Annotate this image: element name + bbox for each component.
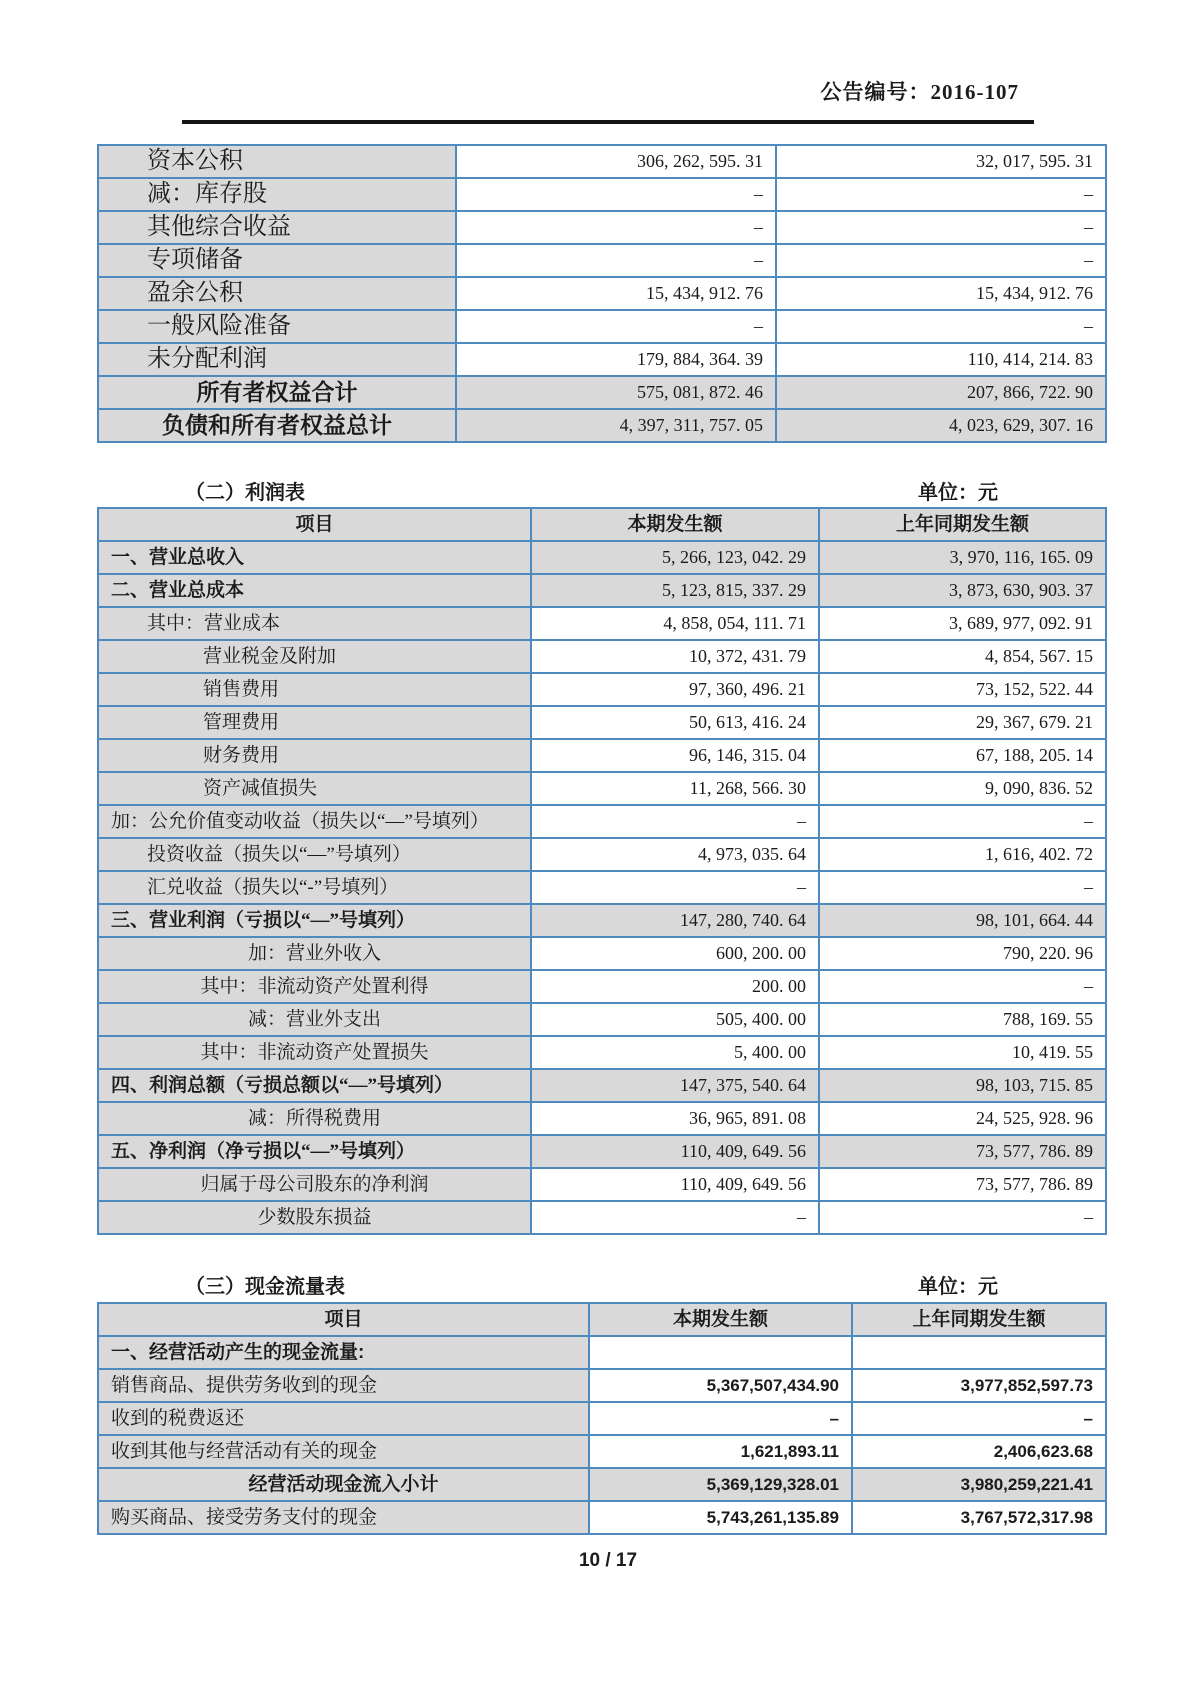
row-label: 减：所得税费用 [98, 1102, 531, 1135]
table-row [98, 1201, 1106, 1234]
row-label: 经营活动现金流入小计 [98, 1468, 589, 1501]
prior-period-value: 790, 220. 96 [819, 937, 1106, 970]
row-label: 一、经营活动产生的现金流量: [98, 1336, 589, 1369]
prior-period-value: 3,980,259,221.41 [852, 1468, 1106, 1501]
income-statement-heading [97, 476, 1105, 502]
row-label: 归属于母公司股东的净利润 [98, 1168, 531, 1201]
current-period-value: 4, 973, 035. 64 [531, 838, 819, 871]
row-label: 二、营业总成本 [98, 574, 531, 607]
prior-period-value: 788, 169. 55 [819, 1003, 1106, 1036]
current-period-value: 96, 146, 315. 04 [531, 739, 819, 772]
cash-flow-table [97, 1302, 1107, 1535]
column-header: 项目 [98, 508, 531, 541]
table-row [98, 409, 1106, 442]
row-label: 财务费用 [98, 739, 531, 772]
table-row [98, 1435, 1106, 1468]
current-period-value: 306, 262, 595. 31 [456, 145, 776, 178]
row-label: 一般风险准备 [98, 310, 456, 343]
announcement-number: 公告编号：2016-107 [820, 80, 1019, 104]
current-period-value: – [589, 1402, 852, 1435]
table-row [98, 805, 1106, 838]
table-row [98, 376, 1106, 409]
prior-period-value: 3, 873, 630, 903. 37 [819, 574, 1106, 607]
current-period-value: 50, 613, 416. 24 [531, 706, 819, 739]
prior-period-value: 9, 090, 836. 52 [819, 772, 1106, 805]
table-row [98, 244, 1106, 277]
row-label: 四、利润总额（亏损总额以“—”号填列） [98, 1069, 531, 1102]
current-period-value: 600, 200. 00 [531, 937, 819, 970]
column-header: 上年同期发生额 [819, 508, 1106, 541]
table-row [98, 1501, 1106, 1534]
prior-period-value: 29, 367, 679. 21 [819, 706, 1106, 739]
table-row [98, 607, 1106, 640]
table-row [98, 1069, 1106, 1102]
header-row [98, 1303, 1106, 1336]
row-label: 其他综合收益 [98, 211, 456, 244]
row-label: 加：营业外收入 [98, 937, 531, 970]
prior-period-value: 3, 970, 116, 165. 09 [819, 541, 1106, 574]
column-header: 上年同期发生额 [852, 1303, 1106, 1336]
table-row [98, 1102, 1106, 1135]
prior-period-value: – [819, 871, 1106, 904]
table-row [98, 838, 1106, 871]
row-label: 其中：营业成本 [98, 607, 531, 640]
balance-sheet-table [97, 144, 1107, 443]
row-label: 盈余公积 [98, 277, 456, 310]
current-period-value: – [456, 211, 776, 244]
income-statement-title: （二）利润表 [185, 482, 305, 504]
prior-period-value: 32, 017, 595. 31 [776, 145, 1106, 178]
prior-period-value: 1, 616, 402. 72 [819, 838, 1106, 871]
row-label: 管理费用 [98, 706, 531, 739]
prior-period-value: 207, 866, 722. 90 [776, 376, 1106, 409]
table-row [98, 640, 1106, 673]
current-period-value: 5, 123, 815, 337. 29 [531, 574, 819, 607]
row-label: 一、营业总收入 [98, 541, 531, 574]
prior-period-value [852, 1336, 1106, 1369]
table-row [98, 1336, 1106, 1369]
prior-period-value: – [776, 211, 1106, 244]
current-period-value: – [531, 871, 819, 904]
current-period-value: 110, 409, 649. 56 [531, 1168, 819, 1201]
row-label: 营业税金及附加 [98, 640, 531, 673]
row-label: 其中：非流动资产处置利得 [98, 970, 531, 1003]
table-row [98, 1135, 1106, 1168]
prior-period-value: – [819, 805, 1106, 838]
prior-period-value: – [852, 1402, 1106, 1435]
table-row [98, 1168, 1106, 1201]
prior-period-value: 3,977,852,597.73 [852, 1369, 1106, 1402]
prior-period-value: 98, 103, 715. 85 [819, 1069, 1106, 1102]
prior-period-value: 10, 419. 55 [819, 1036, 1106, 1069]
column-header: 本期发生额 [531, 508, 819, 541]
current-period-value: 505, 400. 00 [531, 1003, 819, 1036]
current-period-value: 11, 268, 566. 30 [531, 772, 819, 805]
table-row [98, 1468, 1106, 1501]
row-label: 所有者权益合计 [98, 376, 456, 409]
row-label: 资本公积 [98, 145, 456, 178]
table-row [98, 1369, 1106, 1402]
current-period-value: – [531, 1201, 819, 1234]
current-period-value: – [456, 310, 776, 343]
row-label: 购买商品、接受劳务支付的现金 [98, 1501, 589, 1534]
table-row [98, 1003, 1106, 1036]
page-number: 10 / 17 [578, 1550, 638, 1571]
prior-period-value: 4, 854, 567. 15 [819, 640, 1106, 673]
header-row [98, 508, 1106, 541]
table-row [98, 277, 1106, 310]
table-row [98, 1036, 1106, 1069]
current-period-value: 15, 434, 912. 76 [456, 277, 776, 310]
row-label: 其中：非流动资产处置损失 [98, 1036, 531, 1069]
row-label: 三、营业利润（亏损以“—”号填列） [98, 904, 531, 937]
prior-period-value: – [776, 178, 1106, 211]
cash-flow-heading [97, 1270, 1105, 1296]
row-label: 五、净利润（净亏损以“—”号填列） [98, 1135, 531, 1168]
table-row [98, 145, 1106, 178]
prior-period-value: 67, 188, 205. 14 [819, 739, 1106, 772]
row-label: 加：公允价值变动收益（损失以“—”号填列） [98, 805, 531, 838]
current-period-value: 97, 360, 496. 21 [531, 673, 819, 706]
prior-period-value: – [776, 310, 1106, 343]
current-period-value: 4, 397, 311, 757. 05 [456, 409, 776, 442]
prior-period-value: 73, 577, 786. 89 [819, 1135, 1106, 1168]
prior-period-value: 110, 414, 214. 83 [776, 343, 1106, 376]
column-header: 项目 [98, 1303, 589, 1336]
current-period-value: 179, 884, 364. 39 [456, 343, 776, 376]
prior-period-value: 4, 023, 629, 307. 16 [776, 409, 1106, 442]
prior-period-value: 3, 689, 977, 092. 91 [819, 607, 1106, 640]
table-row [98, 937, 1106, 970]
prior-period-value: 24, 525, 928. 96 [819, 1102, 1106, 1135]
table-row [98, 904, 1106, 937]
row-label: 销售商品、提供劳务收到的现金 [98, 1369, 589, 1402]
table-row [98, 871, 1106, 904]
income-statement-unit-label: 单位：元 [918, 482, 998, 504]
row-label: 减：库存股 [98, 178, 456, 211]
table-row [98, 574, 1106, 607]
table-row [98, 739, 1106, 772]
row-label: 少数股东损益 [98, 1201, 531, 1234]
current-period-value: 5, 400. 00 [531, 1036, 819, 1069]
current-period-value [589, 1336, 852, 1369]
header-rule [182, 120, 1034, 124]
current-period-value: 5,367,507,434.90 [589, 1369, 852, 1402]
prior-period-value: 73, 577, 786. 89 [819, 1168, 1106, 1201]
current-period-value: 36, 965, 891. 08 [531, 1102, 819, 1135]
current-period-value: – [456, 178, 776, 211]
prior-period-value: – [819, 970, 1106, 1003]
table-row [98, 772, 1106, 805]
prior-period-value: 2,406,623.68 [852, 1435, 1106, 1468]
current-period-value: 200. 00 [531, 970, 819, 1003]
row-label: 资产减值损失 [98, 772, 531, 805]
prior-period-value: 15, 434, 912. 76 [776, 277, 1106, 310]
row-label: 未分配利润 [98, 343, 456, 376]
table-row [98, 343, 1106, 376]
current-period-value: 110, 409, 649. 56 [531, 1135, 819, 1168]
row-label: 收到其他与经营活动有关的现金 [98, 1435, 589, 1468]
prior-period-value: 98, 101, 664. 44 [819, 904, 1106, 937]
row-label: 投资收益（损失以“—”号填列） [98, 838, 531, 871]
table-row [98, 211, 1106, 244]
current-period-value: – [456, 244, 776, 277]
current-period-value: 1,621,893.11 [589, 1435, 852, 1468]
table-row [98, 541, 1106, 574]
row-label: 销售费用 [98, 673, 531, 706]
row-label: 汇兑收益（损失以“-”号填列） [98, 871, 531, 904]
table-row [98, 970, 1106, 1003]
current-period-value: 147, 280, 740. 64 [531, 904, 819, 937]
current-period-value: – [531, 805, 819, 838]
table-row [98, 1402, 1106, 1435]
current-period-value: 147, 375, 540. 64 [531, 1069, 819, 1102]
current-period-value: 5,369,129,328.01 [589, 1468, 852, 1501]
current-period-value: 10, 372, 431. 79 [531, 640, 819, 673]
cash-flow-title: （三）现金流量表 [185, 1276, 345, 1298]
row-label: 减：营业外支出 [98, 1003, 531, 1036]
table-row [98, 673, 1106, 706]
column-header: 本期发生额 [589, 1303, 852, 1336]
current-period-value: 5,743,261,135.89 [589, 1501, 852, 1534]
current-period-value: 5, 266, 123, 042. 29 [531, 541, 819, 574]
row-label: 收到的税费返还 [98, 1402, 589, 1435]
table-row [98, 178, 1106, 211]
row-label: 专项储备 [98, 244, 456, 277]
prior-period-value: 3,767,572,317.98 [852, 1501, 1106, 1534]
prior-period-value: – [819, 1201, 1106, 1234]
cash-flow-unit-label: 单位：元 [918, 1276, 998, 1298]
table-row [98, 706, 1106, 739]
prior-period-value: – [776, 244, 1106, 277]
row-label: 负债和所有者权益总计 [98, 409, 456, 442]
current-period-value: 4, 858, 054, 111. 71 [531, 607, 819, 640]
current-period-value: 575, 081, 872. 46 [456, 376, 776, 409]
table-row [98, 310, 1106, 343]
prior-period-value: 73, 152, 522. 44 [819, 673, 1106, 706]
income-statement-table [97, 507, 1107, 1235]
